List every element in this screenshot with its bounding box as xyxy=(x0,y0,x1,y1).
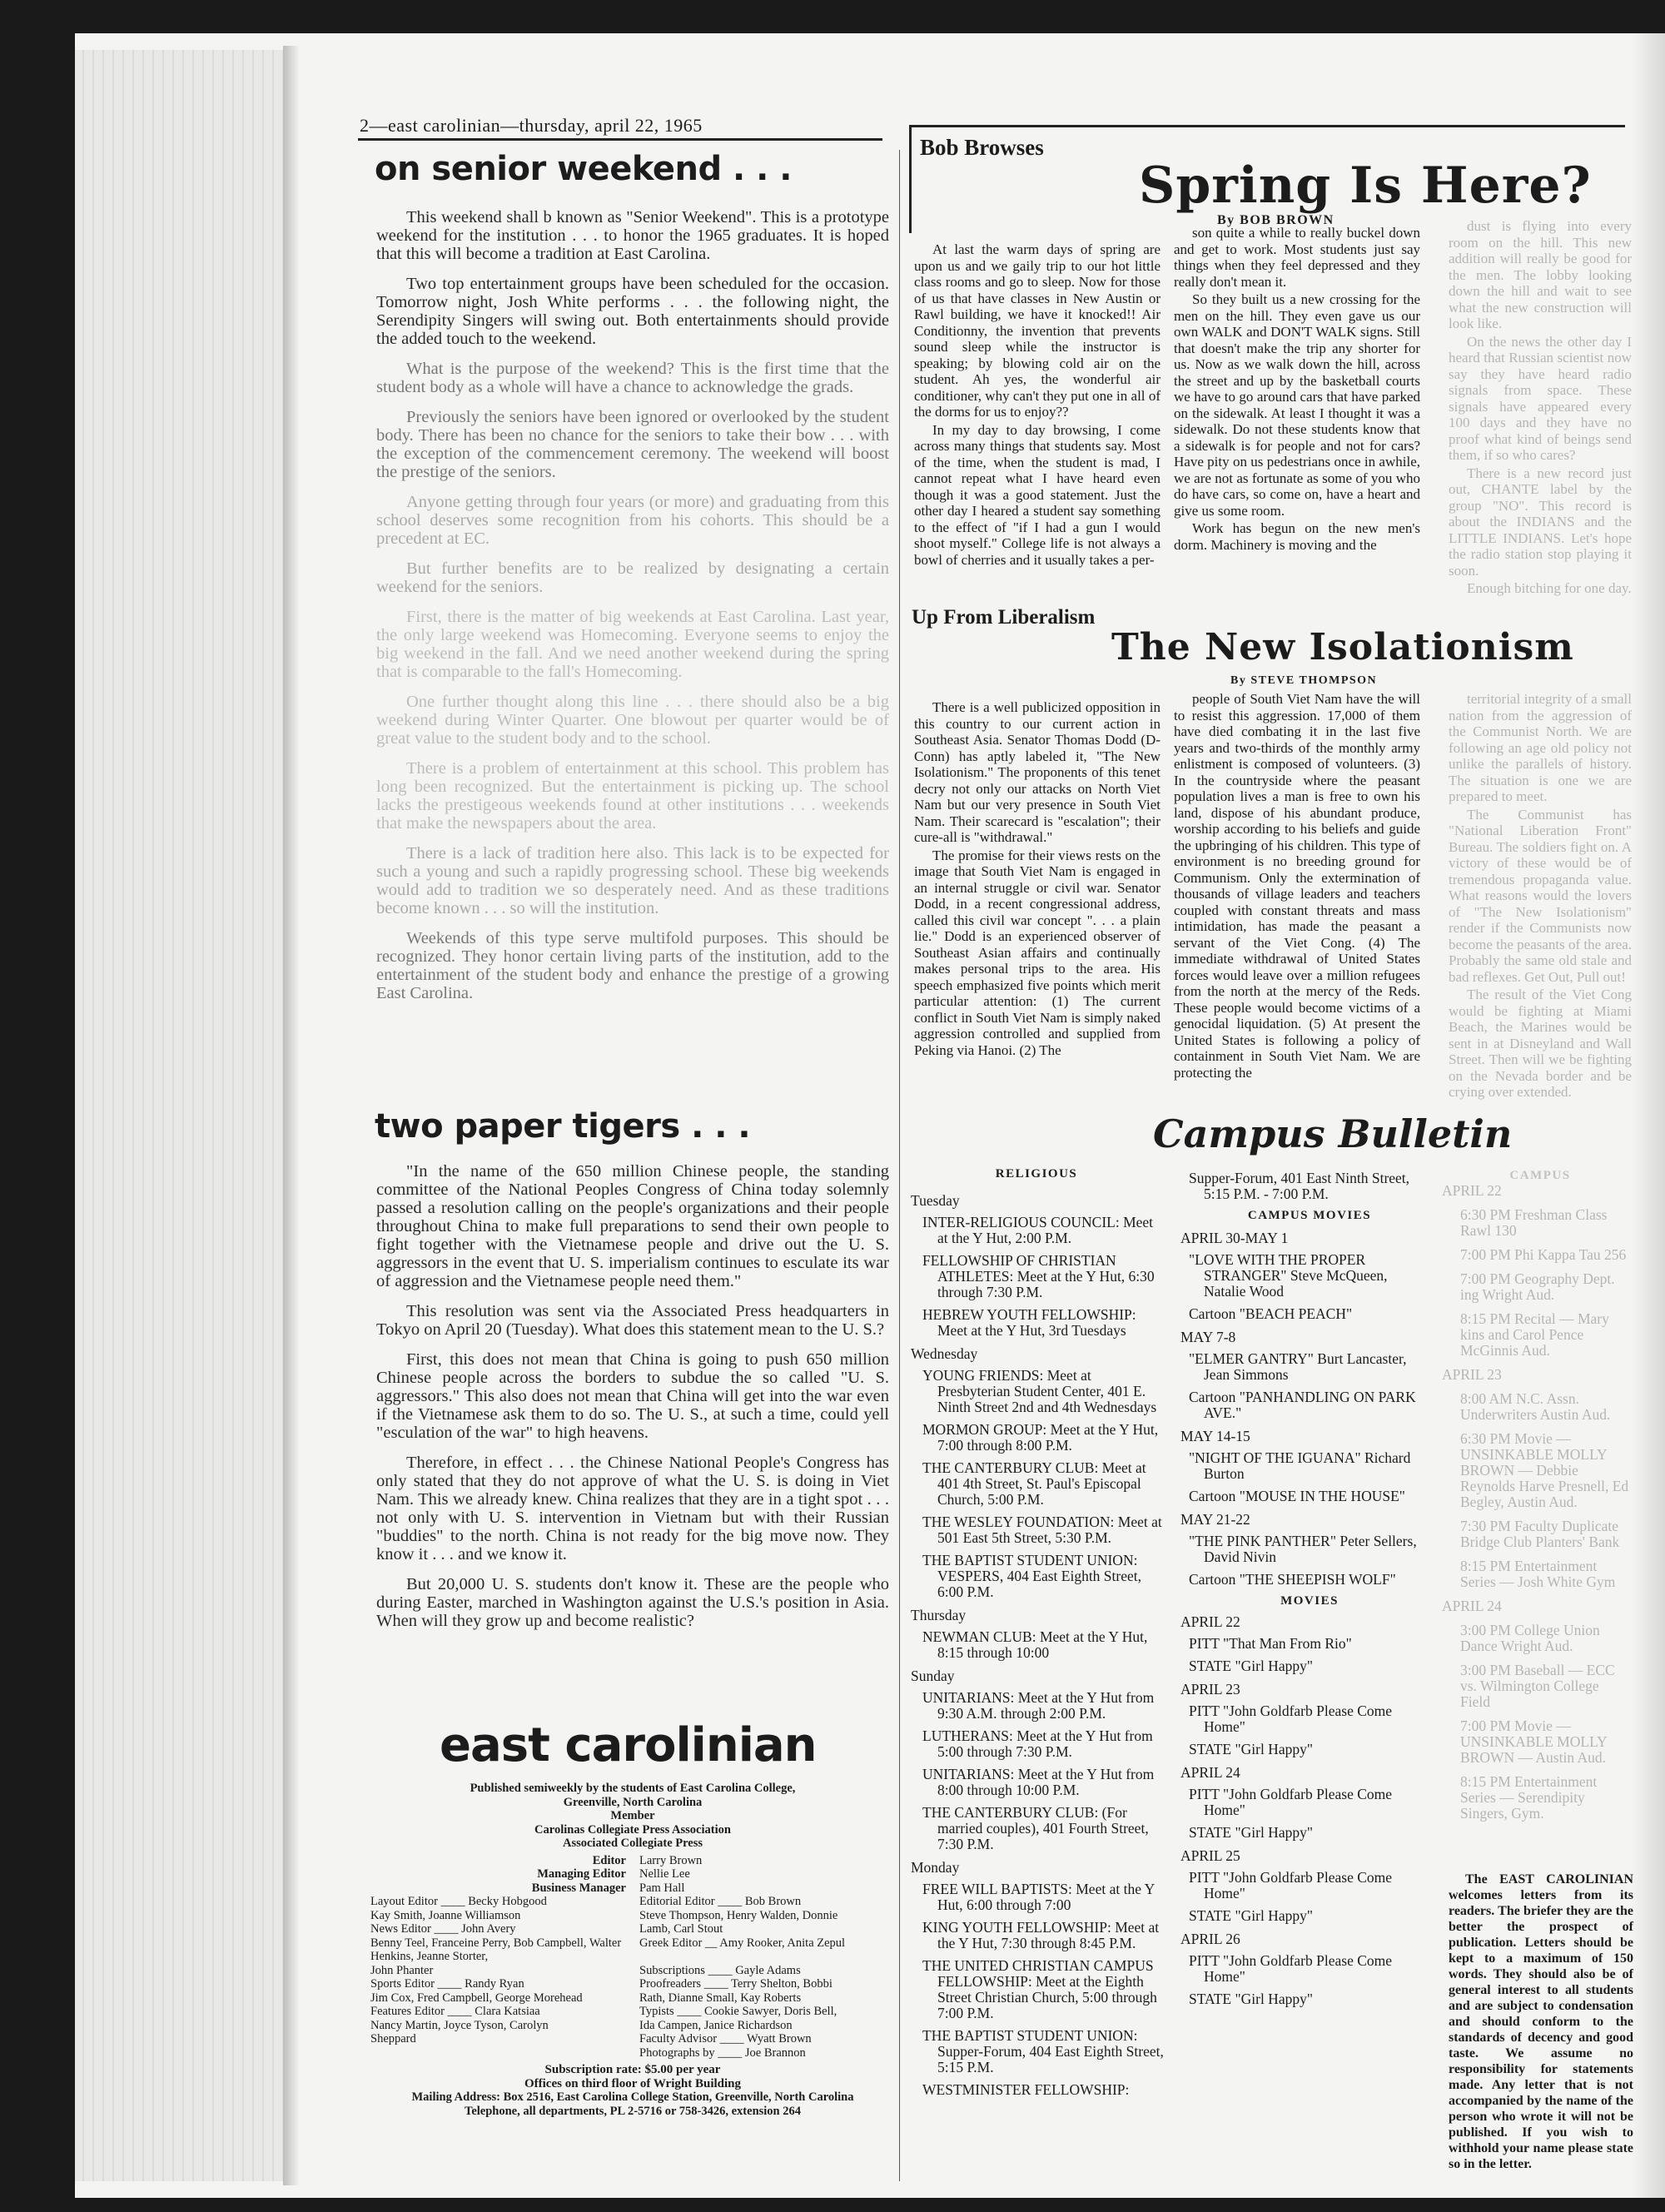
editorial-paragraph: But further benefits are to be realized by designating a certain weekend for the seniors. xyxy=(376,559,889,596)
bulletin-event: WESTMINISTER FELLOWSHIP: xyxy=(922,2081,1130,2098)
staff-left: Managing Editor xyxy=(537,1867,626,1881)
staff-left: Sports Editor ____ Randy Ryan xyxy=(370,1977,524,1991)
staff-left: Jim Cox, Fred Campbell, George Morehead xyxy=(370,1991,583,2005)
town-movies-header: MOVIES xyxy=(1280,1594,1339,1608)
campus-movies-list xyxy=(1180,1230,1430,1588)
bulletin-event: THE UNITED CHRISTIAN CAMPUS FELLOWSHIP: Meet at the Eighth Street Christian Church, 5:00 through 7:00 P.M. xyxy=(922,1957,1157,2021)
staff-row xyxy=(370,1922,895,1936)
editorial-paragraph: Two top entertainment groups have been scheduled for the occasion. Tomorrow night, Josh White performs . . . the following night, the Serendipity Singers will swing out. Both entertainments should provide the added touch to the weekend. xyxy=(376,275,889,348)
movie-listing: STATE "Girl Happy" xyxy=(1189,1658,1313,1674)
bulletin-column-three xyxy=(1442,1169,1632,1822)
editorial-paragraph: Anyone getting through four years (or more) and graduating from this school deserves some recognition from his cohorts. This should be a precedent at EC. xyxy=(376,493,889,548)
campus-calendar-list xyxy=(1442,1182,1632,1822)
staff-left: Sheppard xyxy=(370,2032,416,2045)
calendar-entry: 8:15 PM Entertainment Series — Josh White Gym xyxy=(1460,1558,1616,1590)
calendar-entry: APRIL 22 xyxy=(1442,1182,1502,1199)
staff-left: Kay Smith, Joanne Williamson xyxy=(370,1908,521,1922)
staff-right: Rath, Dianne Small, Kay Roberts xyxy=(639,1991,802,2005)
calendar-entry: 7:00 PM Phi Kappa Tau 256 xyxy=(1460,1246,1627,1263)
staff-row xyxy=(370,1867,895,1881)
bulletin-event: Supper-Forum, 401 East Ninth Street, 5:15 P.M. - 7:00 P.M. xyxy=(1189,1170,1410,1202)
isolationism-column-a xyxy=(914,699,1161,1060)
calendar-entry: APRIL 24 xyxy=(1442,1598,1502,1614)
campus-bulletin-headline: Campus Bulletin xyxy=(1153,1111,1513,1156)
staff-right: Faculty Advisor ____ Wyatt Brown xyxy=(639,2032,812,2045)
movie-listing: PITT "John Goldfarb Please Come Home" xyxy=(1189,1702,1393,1735)
column-paragraph: The Communist has "National Liberation Front" Bureau. The soldiers fight on. A victory of these would be of tremendous propaganda value. What reasons would the lovers of "The New Isolationism" render if the Communists now become the peasants of the area. Probably the same old stale and bad reflexes. Get Out, Pull out! xyxy=(1449,806,1632,985)
staff-row xyxy=(370,2019,895,2033)
spring-column-c xyxy=(1449,218,1632,596)
editorial-paragraph: What is the purpose of the weekend? This is the first time that the student body as a whole will have a chance to acknowledge the grads. xyxy=(376,360,889,396)
staff-left: Features Editor ____ Clara Katsiaa xyxy=(370,2005,540,2018)
bulletin-event: YOUNG FRIENDS: Meet at Presbyterian Student Center, 401 E. Ninth Street 2nd and 4th Wednesdays xyxy=(922,1367,1157,1415)
staff-right: Larry Brown xyxy=(639,1853,703,1867)
religious-section-header: RELIGIOUS xyxy=(995,1167,1078,1181)
staff-row xyxy=(370,2046,895,2060)
staff-row xyxy=(370,1909,895,1923)
column-paragraph: son quite a while to really buckel down and get to work. Most students just say things when they feel depressed and they really don't mean it. xyxy=(1174,225,1420,290)
bulletin-event: KING YOUTH FELLOWSHIP: Meet at the Y Hut, 7:30 through 8:45 P.M. xyxy=(922,1919,1160,1951)
editorial-paragraph: There is a lack of tradition here also. This lack is to be expected for such a young and such a rapidly progressing school. These big weekends would add to tradition we so desperately need. And as these traditions become known . . . so will the institution. xyxy=(376,844,889,917)
staff-row xyxy=(370,1854,895,1868)
staff-right: Photographs by ____ Joe Brannon xyxy=(639,2045,806,2060)
isolationism-column-b xyxy=(1174,691,1420,1082)
staff-row xyxy=(370,1977,895,1991)
editorial-paragraph: "In the name of the 650 million Chinese people, the standing committee of the National Peoples Congress of China today solemnly passed a resolution calling on the people's organizations and their people throughout China to make full preparations to send their own people to fight together with the Vietnamese people and drive out the U. S. aggressors in the event that U. S. imperialism continues to esculate its war of aggression and the Vietnamese people need them." xyxy=(376,1162,889,1290)
staff-right: Editorial Editor ____ Bob Brown xyxy=(639,1895,802,1908)
staff-row xyxy=(370,2032,895,2046)
bulletin-event: THE WESLEY FOUNDATION: Meet at 501 East 5th Street, 5:30 P.M. xyxy=(922,1514,1162,1546)
column-paragraph: territorial integrity of a small nation from the aggression of the Communist North. We are following an age old policy not unlike the parallels of history. The situation is one we are prepared to meet. xyxy=(1449,691,1632,804)
bulletin-day: Tuesday xyxy=(911,1192,960,1209)
bulletin-event: MORMON GROUP: Meet at the Y Hut, 7:00 through 8:00 P.M. xyxy=(922,1421,1159,1454)
letters-policy-box xyxy=(1449,1872,1633,2171)
calendar-entry: 3:00 PM College Union Dance Wright Aud. xyxy=(1460,1622,1600,1654)
spring-column-a xyxy=(914,241,1161,569)
column-paragraph: At last the warm days of spring are upon us and we gaily trip to our hot little class rooms and go to sleep. Now for those of us that have classes in New Austin or Rawl building, we have it knocked!! Air Conditionny, the invention that prevents sound sleep while the instructor is speaking; by blowing cold air on the student. Ah yes, the wonderful air conditioner, why can't they put one in all of the dorms for us to enjoy?? xyxy=(914,241,1161,420)
column-divider xyxy=(899,150,900,2181)
calendar-entry: 7:00 PM Geography Dept. ing Wright Aud. xyxy=(1460,1270,1615,1303)
movie-listing: PITT "John Goldfarb Please Come Home" xyxy=(1189,1952,1393,1985)
column-paragraph: people of South Viet Nam have the will to resist this aggression. 17,000 of them have died combating it in the last five years and two-thirds of the monthly army enlistment is composed of volunteers. (3) In the countryside where the peasant population lives a man is free to own his land, dispose of his abundant produce, worship according to his beliefs and guide the upbringing of his children. This type of environment is no breeding ground for Communism. Only the extermination of thousands of village leaders and teachers coupled with constant threats and mass intimidation, has made the peasant a servant of the Viet Cong. (4) The immediate withdrawal of United States forces would leave over a million refugees from the north at the mercy of the Reds. These people would become victims of a genocidal liquidation. (5) At present the United States is following a policy of containment in South Viet Nam. We are protecting the xyxy=(1174,691,1420,1081)
editorial-headline-senior-weekend: on senior weekend . . . xyxy=(375,150,792,188)
column-kicker-bob-browses: Bob Browses xyxy=(920,135,1044,160)
masthead-title: east carolinian xyxy=(440,1718,817,1772)
editorial-paragraph: This weekend shall b known as "Senior Weekend". This is a prototype weekend for the institution . . . to honor the 1965 graduates. It is hoped that this will become a tradition at East Carolina. xyxy=(376,208,889,263)
staff-right: Pam Hall xyxy=(639,1881,685,1895)
editorial-paragraph: One further thought along this line . . . there should also be a big weekend during Winter Quarter. One blowout per quarter would be of great value to the student body and to the school. xyxy=(376,693,889,748)
staff-left: News Editor ____ John Avery xyxy=(370,1922,516,1936)
column-headline-new-isolationism: The New Isolationism xyxy=(1111,626,1574,669)
movie-listing: STATE "Girl Happy" xyxy=(1189,1741,1313,1757)
calendar-entry: 8:15 PM Entertainment Series — Serendipity Singers, Gym. xyxy=(1460,1773,1598,1822)
bulletin-event: THE CANTERBURY CLUB: (For married couples), 401 Fourth Street, 7:30 P.M. xyxy=(922,1804,1149,1852)
bulletin-event: UNITARIANS: Meet at the Y Hut from 9:30 A.M. through 2:00 P.M. xyxy=(922,1689,1155,1722)
publication-line: Published semiweekly by the students of East Carolina College, xyxy=(470,1782,796,1795)
folio-rule xyxy=(358,138,882,141)
bulletin-event: THE BAPTIST STUDENT UNION: VESPERS, 404 East Eighth Street, 6:00 P.M. xyxy=(922,1552,1141,1600)
staff-listing xyxy=(370,1854,895,2060)
calendar-entry: 7:30 PM Faculty Duplicate Bridge Club Planters' Bank xyxy=(1460,1518,1620,1550)
religious-events-list xyxy=(911,1189,1164,2105)
movie-listing: "NIGHT OF THE IGUANA" Richard Burton xyxy=(1189,1449,1411,1482)
staff-left: Benny Teel, Franceine Perry, Bob Campbell, Walter Henkins, Jeanne Storter, xyxy=(370,1936,622,1963)
column-paragraph: There is a well publicized opposition in this country to our current action in Southeast Asia. Senator Thomas Dodd (D-Conn) has aptly labeled it, "The New Isolationism." The proponents of this tenet decry not only our attacks on North Viet Nam but our very presence in South Viet Nam. Their scarecard is "escalation"; their cure-all is "withdrawal." xyxy=(914,699,1161,845)
staff-row xyxy=(370,1936,895,1964)
staff-right: Nellie Lee xyxy=(639,1867,690,1881)
bulletin-day: Monday xyxy=(911,1859,960,1876)
staff-right: Proofreaders ____ Terry Shelton, Bobbi xyxy=(639,1977,832,1991)
page-stack-shadow xyxy=(283,46,300,2185)
bulletin-event: FELLOWSHIP OF CHRISTIAN ATHLETES: Meet at the Y Hut, 6:30 through 7:30 P.M. xyxy=(922,1252,1155,1300)
publication-place: Greenville, North Carolina xyxy=(563,1795,703,1809)
bulletin-day: Wednesday xyxy=(911,1345,978,1362)
column-paragraph: dust is flying into every room on the hill. This new addition will really be good for the men. The lobby looking down the hill and wait to see what the new construction will look like. xyxy=(1449,218,1632,331)
column-byline-bob-brown: By BOB BROWN xyxy=(1217,213,1334,227)
masthead-staff-box xyxy=(370,1782,895,2118)
staff-right: Ida Campen, Janice Richardson xyxy=(639,2018,793,2032)
collegiate-press: Associated Collegiate Press xyxy=(562,1837,703,1850)
staff-row xyxy=(370,1991,895,2006)
editorial-paragraph: Previously the seniors have been ignored or overlooked by the student body. There has been no chance for the seniors to take their bow . . . with the exception of the commencement ceremony. The weekend will boost the prestige of the seniors. xyxy=(376,408,889,481)
staff-left: Business Manager xyxy=(531,1881,626,1895)
editorial-senior-weekend-body xyxy=(376,208,889,1014)
member-label: Member xyxy=(610,1809,655,1822)
movie-listing: "LOVE WITH THE PROPER STRANGER" Steve McQueen, Natalie Wood xyxy=(1189,1251,1388,1300)
column-box-left-rule xyxy=(909,125,912,233)
column-paragraph: Enough bitching for one day. xyxy=(1467,580,1632,596)
column-headline-spring: Spring Is Here? xyxy=(1139,157,1592,215)
column-paragraph: In my day to day browsing, I come across many things that students say. Most of the time, when the student is mad, I cannot repeat what I have heard even though it was a good statement. Just the other day I heared a student say something to the effect of "if I had a gun I would shoot myself." College life is not always a bowl of cherries and it usually takes a per- xyxy=(914,421,1161,568)
page-curl xyxy=(1632,33,1665,2198)
movie-listing: STATE "Girl Happy" xyxy=(1189,1907,1313,1924)
bulletin-day: Sunday xyxy=(911,1668,955,1684)
staff-right: Subscriptions ____ Gayle Adams xyxy=(639,1963,801,1977)
spring-column-b xyxy=(1174,225,1420,554)
page-stack-edges xyxy=(75,50,291,2181)
editorial-paragraph: There is a problem of entertainment at this school. This problem has long been recognized. But the entertainment is picking up. The school lacks the prestigeous weekends found at other institutions . . . weekends that make the newspapers about the area. xyxy=(376,759,889,833)
staff-right: Typists ____ Cookie Sawyer, Doris Bell, xyxy=(639,2005,837,2018)
staff-left xyxy=(370,2046,633,2060)
editorial-paragraph: First, there is the matter of big weekends at East Carolina. Last year, the only large weekend was Homecoming. Everyone seems to enjoy the big weekend in the fall. And we need another weekend during the spring that is comparable to the fall's Homecoming. xyxy=(376,608,889,681)
campus-calendar-header: CAMPUS xyxy=(1509,1169,1571,1182)
movie-date: MAY 7-8 xyxy=(1180,1329,1236,1345)
editorial-paragraph: Therefore, in effect . . . the Chinese National People's Congress has only stated that they do not approve of what the U. S. is doing in Viet Nam. This we already knew. China realizes that they are in a tight spot . . . not only with U. S. intervention in Vietnam but with their Russian "buddies" to the north. China is not ready for the big move now. They know it . . . and we know it. xyxy=(376,1454,889,1563)
bulletin-event: HEBREW YOUTH FELLOWSHIP: Meet at the Y Hut, 3rd Tuesdays xyxy=(922,1306,1136,1339)
subscription-rate: Subscription rate: $5.00 per year xyxy=(544,2063,721,2076)
calendar-entry: 7:00 PM Movie — UNSINKABLE MOLLY BROWN — Austin Aud. xyxy=(1460,1717,1607,1766)
calendar-entry: 3:00 PM Baseball — ECC vs. Wilmington College Field xyxy=(1460,1662,1615,1710)
column-paragraph: So they built us a new crossing for the men on the hill. They even gave us our own WALK and DON'T WALK signs. Still that doesn't make the trip any shorter for us. Now as we walk down the hill, across the street and up by the basketball courts we have to go around cars that have parked on the sidewalk. At least I thought it was a sidewalk. Do not these students know that a sidewalk is for people and not for cars? Have pity on us pedestrians once in awhile, we are not as fortunate as some of you who do have cars, so come on, have a heart and give us some room. xyxy=(1174,291,1420,519)
staff-left: Editor xyxy=(592,1853,626,1867)
column-kicker-up-from-liberalism: Up From Liberalism xyxy=(912,606,1096,629)
column-paragraph: There is a new record just out, CHANTE label by the group "NO". This record is about the INDIANS and the LITTLE INDIANS. Let's hope the radio station stop playing it soon. xyxy=(1449,465,1632,579)
column-paragraph: The promise for their views rests on the image that South Viet Nam is engaged in an internal struggle or civil war. Senator Dodd, in a recent congressional address, called this civil war concept ". . . a plain lie." Dodd is an experienced observer of Southeast Asian affairs and continually makes personal trips to the area. His speech emphasized five points which merit particular attention: (1) The current conflict in South Viet Nam is simply naked aggression controlled and supplied from Peking via Hanoi. (2) The xyxy=(914,847,1161,1058)
bulletin-event: INTER-RELIGIOUS COUNCIL: Meet at the Y Hut, 2:00 P.M. xyxy=(922,1214,1154,1246)
movie-listing: PITT "John Goldfarb Please Come Home" xyxy=(1189,1786,1393,1818)
movie-date: MAY 21-22 xyxy=(1180,1511,1250,1528)
movie-listing: STATE "Girl Happy" xyxy=(1189,1824,1313,1841)
campus-movies-header: CAMPUS MOVIES xyxy=(1247,1209,1372,1222)
movie-date: APRIL 24 xyxy=(1180,1764,1240,1781)
bulletin-event: NEWMAN CLUB: Meet at the Y Hut, 8:15 through 10:00 xyxy=(922,1628,1148,1661)
bulletin-day: Thursday xyxy=(911,1607,967,1623)
movie-listing: STATE "Girl Happy" xyxy=(1189,1991,1313,2007)
movie-date: APRIL 26 xyxy=(1180,1931,1240,1947)
telephone-line: Telephone, all departments, PL 2-5716 or 758-3426, extension 264 xyxy=(465,2104,801,2118)
calendar-entry: APRIL 23 xyxy=(1442,1366,1502,1383)
editorial-paragraph: But 20,000 U. S. students don't know it. These are the people who during Easter, marched in Washington against the U.S.'s position in Asia. When will they grow up and become realistic? xyxy=(376,1575,889,1630)
calendar-entry: 8:15 PM Recital — Mary kins and Carol Pence McGinnis Aud. xyxy=(1460,1310,1609,1359)
column-box-top-rule xyxy=(909,125,1625,127)
bulletin-event: UNITARIANS: Meet at the Y Hut from 8:00 through 10:00 P.M. xyxy=(922,1766,1155,1798)
movie-date: MAY 14-15 xyxy=(1180,1428,1250,1444)
staff-row xyxy=(370,2005,895,2019)
office-location: Offices on third floor of Wright Building xyxy=(524,2076,742,2090)
editorial-paper-tigers-body xyxy=(376,1162,889,1642)
bulletin-event: FREE WILL BAPTISTS: Meet at the Y Hut, 6:00 through 7:00 xyxy=(922,1881,1155,1913)
movie-date: APRIL 22 xyxy=(1180,1613,1240,1630)
staff-row xyxy=(370,1895,895,1909)
bulletin-column-two xyxy=(1180,1170,1430,2014)
movie-listing: Cartoon "PANHANDLING ON PARK AVE." xyxy=(1189,1389,1416,1421)
movie-listing: "THE PINK PANTHER" Peter Sellers, David Nivin xyxy=(1189,1533,1417,1565)
staff-left: Layout Editor ____ Becky Hobgood xyxy=(370,1895,547,1908)
movie-date: APRIL 25 xyxy=(1180,1847,1240,1864)
staff-row xyxy=(370,1964,895,1978)
calendar-entry: 6:30 PM Movie — UNSINKABLE MOLLY BROWN — Debbie Reynolds Harve Presnell, Ed Begley, Austin Aud. xyxy=(1460,1430,1629,1510)
movie-listing: PITT "That Man From Rio" xyxy=(1189,1635,1352,1652)
staff-left: John Phanter xyxy=(370,1963,434,1977)
staff-right: Steve Thompson, Henry Walden, Donnie xyxy=(639,1908,838,1922)
calendar-entry: 8:00 AM N.C. Assn. Underwriters Austin Aud. xyxy=(1460,1390,1611,1423)
press-association: Carolinas Collegiate Press Association xyxy=(534,1822,731,1837)
isolationism-column-c xyxy=(1449,691,1632,1099)
bulletin-event: THE BAPTIST STUDENT UNION: Supper-Forum, 404 East Eighth Street, 5:15 P.M. xyxy=(922,2027,1164,2075)
mailing-address: Mailing Address: Box 2516, East Carolina College Station, Greenville, North Carolina xyxy=(411,2090,854,2104)
movie-listing: PITT "John Goldfarb Please Come Home" xyxy=(1189,1869,1393,1901)
movie-listing: Cartoon "BEACH PEACH" xyxy=(1189,1305,1353,1322)
movie-listing: Cartoon "THE SHEEPISH WOLF" xyxy=(1189,1571,1396,1588)
staff-left: Nancy Martin, Joyce Tyson, Carolyn xyxy=(370,2018,549,2032)
staff-row xyxy=(370,1881,895,1896)
bulletin-event: THE CANTERBURY CLUB: Meet at 401 4th Street, St. Paul's Episcopal Church, 5:00 P.M. xyxy=(922,1459,1146,1508)
movie-date: APRIL 23 xyxy=(1180,1681,1240,1698)
calendar-entry: 6:30 PM Freshman Class Rawl 130 xyxy=(1460,1206,1608,1239)
editorial-paragraph: Weekends of this type serve multifold purposes. This should be recognized. They honor certain living parts of the institution, add to the entertainment of the student body and enhance the prestige of a growing East Carolina. xyxy=(376,929,889,1002)
bulletin-event: LUTHERANS: Meet at the Y Hut from 5:00 through 7:30 P.M. xyxy=(922,1727,1153,1760)
movie-listing: Cartoon "MOUSE IN THE HOUSE" xyxy=(1189,1488,1405,1504)
movie-date: APRIL 30-MAY 1 xyxy=(1180,1230,1289,1246)
staff-right: Lamb, Carl Stout xyxy=(639,1922,723,1936)
town-movies-list xyxy=(1180,1613,1430,2007)
staff-right: Greek Editor __ Amy Rooker, Anita Zepul xyxy=(639,1936,846,1950)
folio-line: 2—east carolinian—thursday, april 22, 1965 xyxy=(360,115,703,136)
editorial-paragraph: First, this does not mean that China is going to push 650 million Chinese people across the borders to subdue the so called "U. S. aggressors." This also does not mean that China will get into the war even if the Vietnamese ask them to do so. The U. S., at such a time, could yell "esculation of the war" to high heavens. xyxy=(376,1350,889,1442)
editorial-paragraph: This resolution was sent via the Associated Press headquarters in Tokyo on April 20 (Tuesday). What does this statement mean to the U. S.? xyxy=(376,1302,889,1339)
column-paragraph: On the news the other day I heard that Russian scientist now say they have heard radio signals from space. These signals have appeared every 100 days and they have no proof what kind of beings send them, if so who cares? xyxy=(1449,333,1632,463)
column-paragraph: The result of the Viet Cong would be fighting at Miami Beach, the Marines would be sent in at Disneyland and Wall Street. Then will we be fighting on the Nevada border and be crying over extended. xyxy=(1449,987,1632,1100)
letters-policy-text: The EAST CAROLINIAN welcomes letters from its readers. The briefer they are the better the prospect of publication. Letters should be kept to a maximum of 150 words. They should also be of general interest to all students and are subject to condensation and should conform to the standards of decency and good taste. We assume no responsibility for statements made. Any letter that is not accompanied by the name of the person who wrote it will not be published. If you wish to withhold your name please state so in the letter. xyxy=(1449,1872,1633,2171)
editorial-headline-paper-tigers: two paper tigers . . . xyxy=(375,1107,751,1146)
column-byline-steve-thompson: By STEVE THOMPSON xyxy=(1230,674,1378,687)
movie-listing: "ELMER GANTRY" Burt Lancaster, Jean Simmons xyxy=(1189,1350,1407,1383)
column-paragraph: Work has begun on the new men's dorm. Machinery is moving and the xyxy=(1174,520,1420,553)
